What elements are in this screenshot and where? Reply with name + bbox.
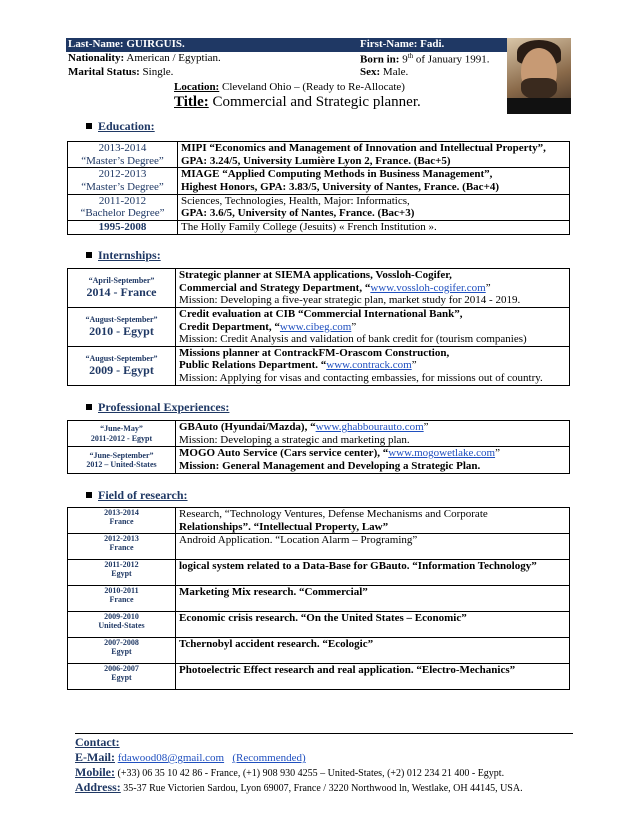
- bullet-icon: [86, 492, 92, 498]
- edu-detail: MIAGE “Applied Computing Methods in Business Management”, Highest Honors, GPA: 3.83/5, University of Nantes, France. (Bac+4): [178, 168, 570, 194]
- intern-detail: Credit evaluation at CIB “Commercial International Bank”, Credit Department, “www.cibeg.com” Mission: Credit Analysis and validation of bank credit for (tourism companies): [176, 307, 570, 346]
- table-row: [68, 560, 570, 586]
- bullet-icon: [86, 123, 92, 129]
- edu-detail: MIPI “Economics and Management of Innovation and Intellectual Property”, GPA: 3.24/5, University Lumière Lyon 2, France. (Bac+5): [178, 142, 570, 168]
- intern-detail: Missions planner at ContrackFM-Orascom Construction, Public Relations Department. “www.contrack.com” Mission: Applying for visas and contacting embassies, for missions out of country.: [176, 346, 570, 385]
- research-detail: Tchernobyl accident research. “Ecologic”: [176, 638, 570, 664]
- company-link[interactable]: www.vossloh-cogifer.com: [370, 281, 486, 294]
- research-period: 2012-2013 France: [68, 534, 176, 560]
- company-link[interactable]: www.cibeg.com: [279, 320, 352, 333]
- edu-years: 1995-2008: [68, 220, 178, 234]
- internships-table: [67, 268, 570, 386]
- education-table: [67, 141, 570, 235]
- table-row: [68, 534, 570, 560]
- location: Location: Cleveland Ohio – (Ready to Re-Allocate): [174, 81, 405, 93]
- table-row: [68, 586, 570, 612]
- table-row: [68, 168, 570, 194]
- table-row: [68, 612, 570, 638]
- intern-detail: Strategic planner at SIEMA applications, Vossloh-Cogifer, Commercial and Strategy Department, “www.vossloh-cogifer.com” Mission: Developing a five-year strategic plan, market study for 2014 - 2019.: [176, 269, 570, 308]
- research-period: 2006-2007 Egypt: [68, 664, 176, 690]
- prof-detail: GBAuto (Hyundai/Mazda), “www.ghabbourauto.com” Mission: Developing a strategic and marketing plan.: [176, 421, 570, 447]
- research-detail: Economic crisis research. “On the United States – Economic”: [176, 612, 570, 638]
- research-table: [67, 507, 570, 690]
- born-in: Born in: 9th of January 1991.: [360, 52, 490, 66]
- last-name: Last-Name: GUIRGUIS.: [66, 38, 358, 52]
- intern-period: “August-September” 2010 - Egypt: [68, 307, 176, 346]
- table-row: [68, 142, 570, 168]
- identity-table: [66, 38, 571, 80]
- marital-status: Marital Status: Single.: [68, 66, 174, 79]
- section-internships-heading: Internships:: [98, 249, 161, 263]
- table-row: [68, 269, 570, 308]
- edu-years: 2013-2014 “Master’s Degree”: [68, 142, 178, 168]
- table-row: [68, 307, 570, 346]
- table-row: [68, 220, 570, 234]
- mobile-line: Mobile: (+33) 06 35 10 42 86 - France, (+1) 908 930 4255 – United-States, (+2) 012 234 21 400 - Egypt.: [75, 765, 505, 779]
- research-detail: logical system related to a Data-Base for GBauto. “Information Technology”: [176, 560, 570, 586]
- table-row: [68, 447, 570, 473]
- intern-period: “August-September” 2009 - Egypt: [68, 346, 176, 385]
- table-row: [68, 638, 570, 664]
- edu-years: 2012-2013 “Master’s Degree”: [68, 168, 178, 194]
- contact-footer: [75, 733, 573, 796]
- bullet-icon: [86, 404, 92, 410]
- research-detail: Marketing Mix research. “Commercial”: [176, 586, 570, 612]
- table-row: [68, 508, 570, 534]
- company-link[interactable]: www.contrack.com: [326, 359, 412, 372]
- profile-photo: [507, 38, 571, 114]
- prof-period: “June-May” 2011-2012 - Egypt: [68, 421, 176, 447]
- table-row: [68, 421, 570, 447]
- email-note: (Recommended): [232, 752, 306, 764]
- address-line: Address: 35-37 Rue Victorien Sardou, Lyon 69007, France / 3220 Northwood ln, Westlake, OH 44145, USA.: [75, 780, 523, 794]
- email-link[interactable]: fdawood08@gmail.com: [117, 752, 225, 764]
- research-period: 2010-2011 France: [68, 586, 176, 612]
- section-research-heading: Field of research:: [98, 489, 188, 503]
- edu-years: 2011-2012 “Bachelor Degree”: [68, 194, 178, 220]
- research-period: 2009-2010 United-States: [68, 612, 176, 638]
- section-professional-heading: Professional Experiences:: [98, 401, 229, 415]
- name-bar: [66, 38, 571, 52]
- research-detail: Photoelectric Effect research and real application. “Electro-Mechanics”: [176, 664, 570, 690]
- job-title: Title: Commercial and Strategic planner.: [174, 94, 421, 110]
- intern-period: “April-September” 2014 - France: [68, 269, 176, 308]
- company-link[interactable]: www.ghabbourauto.com: [315, 421, 424, 433]
- edu-detail: Sciences, Technologies, Health, Major: Informatics, GPA: 3.6/5, University of Nantes, France. (Bac+3): [178, 194, 570, 220]
- company-link[interactable]: www.mogowetlake.com: [388, 447, 496, 460]
- contact-heading: Contact:: [75, 735, 120, 749]
- email-line: E-Mail: fdawood08@gmail.com (Recommended): [75, 750, 306, 764]
- prof-period: “June-September” 2012 – United-States: [68, 447, 176, 473]
- table-row: [68, 194, 570, 220]
- research-period: 2013-2014 France: [68, 508, 176, 534]
- table-row: [68, 664, 570, 690]
- section-education-heading: Education:: [98, 120, 155, 134]
- research-period: 2011-2012 Egypt: [68, 560, 176, 586]
- header: [66, 38, 573, 80]
- research-period: 2007-2008 Egypt: [68, 638, 176, 664]
- first-name: First-Name: Fadi.: [358, 38, 571, 52]
- sex: Sex: Male.: [360, 66, 409, 79]
- nationality: Nationality: American / Egyptian.: [68, 52, 221, 64]
- table-row: [68, 346, 570, 385]
- prof-detail: MOGO Auto Service (Cars service center), “www.mogowetlake.com” Mission: General Management and Developing a Strategic Plan.: [176, 447, 570, 473]
- research-detail: Research, “Technology Ventures, Defense Mechanisms and Corporate Relationships”. “Intellectual Property, Law”: [176, 508, 570, 534]
- bullet-icon: [86, 252, 92, 258]
- professional-table: [67, 420, 570, 474]
- research-detail: Android Application. “Location Alarm – Programing”: [176, 534, 570, 560]
- edu-detail: The Holly Family College (Jesuits) « French Institution ».: [178, 220, 570, 234]
